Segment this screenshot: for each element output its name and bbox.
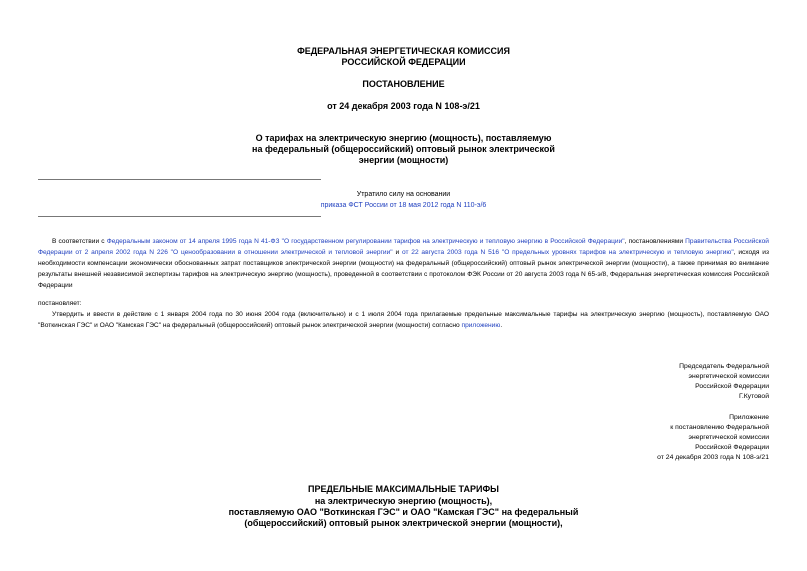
federal-law-link[interactable]: Федеральным законом от 14 апреля 1995 года N 41-ФЗ "О государственном регулировании тарифов на электрическую и тепловую энергию в Российской Федерации" [106,238,625,245]
org-name-line2: РОССИЙСКОЙ ФЕДЕРАЦИИ [341,57,466,67]
appendix-line2: к постановлению Федеральной [670,424,769,431]
appendix-link[interactable]: приложению [461,322,501,329]
signature-line3: Российской Федерации [695,383,769,390]
document-type: ПОСТАНОВЛЕНИЕ [362,79,445,89]
appendix-line4: Российской Федерации [695,444,769,451]
signature-name: Г.Кутовой [738,393,769,400]
tariff-heading-line4: (общероссийский) оптовый рынок электрической энергии (мощности), [244,518,563,528]
appendix-block [657,413,769,463]
org-name-line1: ФЕДЕРАЛЬНАЯ ЭНЕРГЕТИЧЕСКАЯ КОМИССИЯ [297,46,510,56]
repeal-notice: Утратило силу на основании [356,191,451,198]
divider-top [38,179,321,180]
signature-line2: энергетической комиссии [688,373,769,380]
document-title-line1: О тарифах на электрическую энергию (мощность), поставляемую [255,133,552,143]
government-decree-226-link[interactable]: Правительства Российской Федерации от 2 апреля 2002 года N 226 "О ценообразовании в отношении электрической и тепловой энергии" [38,238,769,256]
tariff-heading-line3: поставляемую ОАО "Воткинская ГЭС" и ОАО "Камская ГЭС" на федеральный [228,507,579,517]
decision-paragraph: Утвердить и ввести в действие с 1 января 2004 года по 30 июня 2004 года (включительно) и с 1 июля 2004 года прилагаемые предельные максимальные тарифы на электрическую энергию (мощность), поставляемую ОАО "Воткинская ГЭС" и ОАО "Камская ГЭС" на федеральный (общероссийский) оптовый рынок электрической энергии (мощности) согласно приложению. [38,311,769,329]
repeal-order-link[interactable]: приказа ФСТ России от 18 мая 2012 года N 110-э/6 [320,202,487,209]
divider-bottom [38,216,321,217]
document-title-line3: энергии (мощности) [358,155,449,165]
government-decree-516-link[interactable]: от 22 августа 2003 года N 516 "О предельных уровнях тарифов на электрическую и тепловую энергию" [401,249,734,256]
resolves-label: постановляет: [38,300,82,307]
appendix-line3: энергетической комиссии [688,434,769,441]
signature-line1: Председатель Федеральной [679,363,769,370]
appendix-line1: Приложение [729,414,769,421]
document-date-number: от 24 декабря 2003 года N 108-э/21 [327,101,480,111]
preamble-paragraph: В соответствии с Федеральным законом от 14 апреля 1995 года N 41-ФЗ "О государственном регулировании тарифов на электрическую и тепловую энергию в Российской Федерации", постановлениями Правительства Российской Федерации от 2 апреля 2002 года N 226 "О ценообразовании в отношении электрической и тепловой энергии" и от 22 августа 2003 года N 516 "О предельных уровнях тарифов на электрическую и тепловую энергию", исходя из необходимости компенсации экономически обоснованных затрат поставщиков электрической энергии (мощности) на федеральный (общероссийский) оптовый рынок электрической энергии (мощности), а также принимая во внимание результаты внешней независимой экспертизы тарифов на электрическую энергию (мощность), проведенной в соответствии с протоколом ФЭК России от 20 августа 2003 года N 65-э/8, Федеральная энергетическая комиссия Российской Федерации [38,238,769,289]
document-title-line2: на федеральный (общероссийский) оптовый рынок электрической [252,144,555,154]
tariff-heading-line2: на электрическую энергию (мощность), [314,496,493,506]
tariff-heading-line1: ПРЕДЕЛЬНЫЕ МАКСИМАЛЬНЫЕ ТАРИФЫ [308,484,499,494]
repeal-notice-link-wrap [0,202,807,209]
appendix-line5: от 24 декабря 2003 года N 108-э/21 [657,454,769,461]
signature-block [679,362,769,402]
